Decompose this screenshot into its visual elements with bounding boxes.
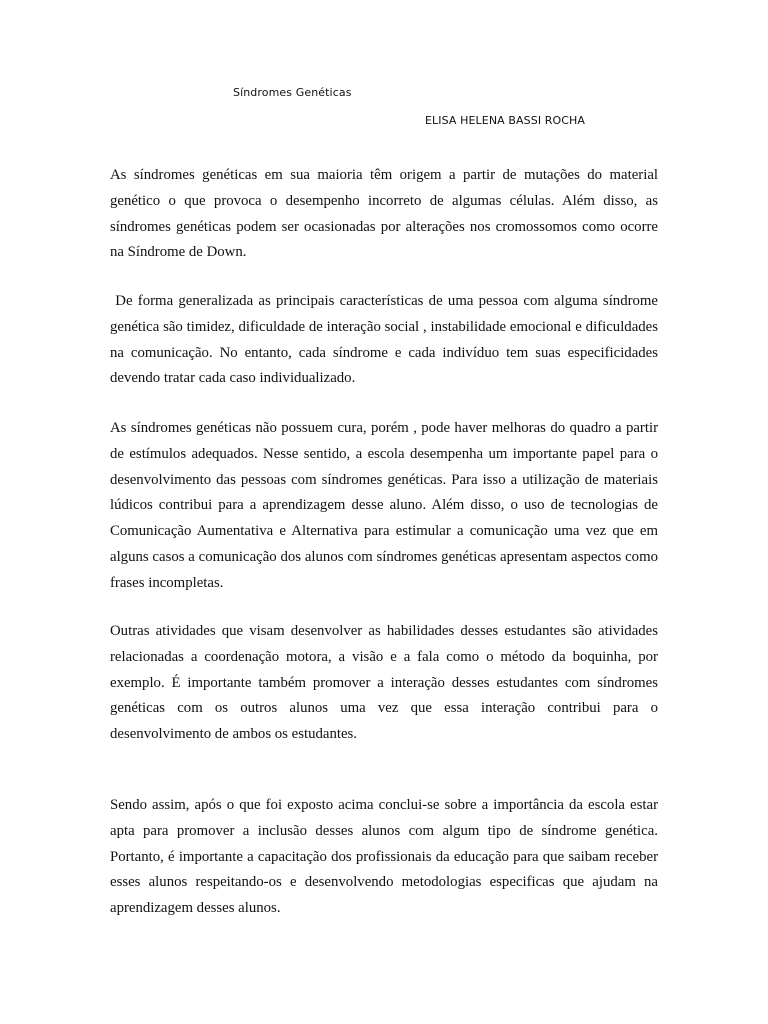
document-title: Síndromes Genéticas [233, 86, 352, 99]
paragraph-2: De forma generalizada as principais características de uma pessoa com alguma síndrome genética são timidez, dificuldade de interação social , instabilidade emocional e dificuldades na comunicação. No entanto, cada síndrome e cada indivíduo tem suas especificidades devendo tratar cada caso individualizado. [110, 293, 662, 387]
paragraph-1: As síndromes genéticas em sua maioria têm origem a partir de mutações do material genético o que provoca o desempenho incorreto de algumas células. Além disso, as síndromes genéticas podem ser ocasionadas por alterações nos cromossomos como ocorre na Síndrome de Down. [110, 167, 658, 261]
paragraph-3: As síndromes genéticas não possuem cura, porém , pode haver melhoras do quadro a partir de estímulos adequados. Nesse sentido, a escola desempenha um importante papel para o desenvolvimento das pessoas com síndromes genéticas. Para isso a utilização de materiais lúdicos contribui para a aprendizagem desse aluno. Além disso, o uso de tecnologias de Comunicação Aumentativa e Alternativa para estimular a comunicação uma vez que em alguns casos a comunicação dos alunos com síndromes genéticas apresentam aspectos como frases incompletas. [110, 420, 658, 591]
document-author: ELISA HELENA BASSI ROCHA [425, 114, 586, 127]
paragraph-4: Outras atividades que visam desenvolver as habilidades desses estudantes são atividades relacionadas a coordenação motora, a visão e a fala como o método da boquinha, por exemplo. É importante também promover a interação desses estudantes com síndromes genéticas com os outros alunos uma vez que essa interação contribui para o desenvolvimento de ambos os estudantes. [110, 623, 658, 743]
paragraph-5: Sendo assim, após o que foi exposto acima conclui-se sobre a importância da escola estar apta para promover a inclusão desses alunos com algum tipo de síndrome genética. Portanto, é importante a capacitação dos profissionais da educação para que saibam receber esses alunos respeitando-os e desenvolvendo metodologias especificas que ajudam na aprendizagem desses alunos. [110, 797, 658, 917]
